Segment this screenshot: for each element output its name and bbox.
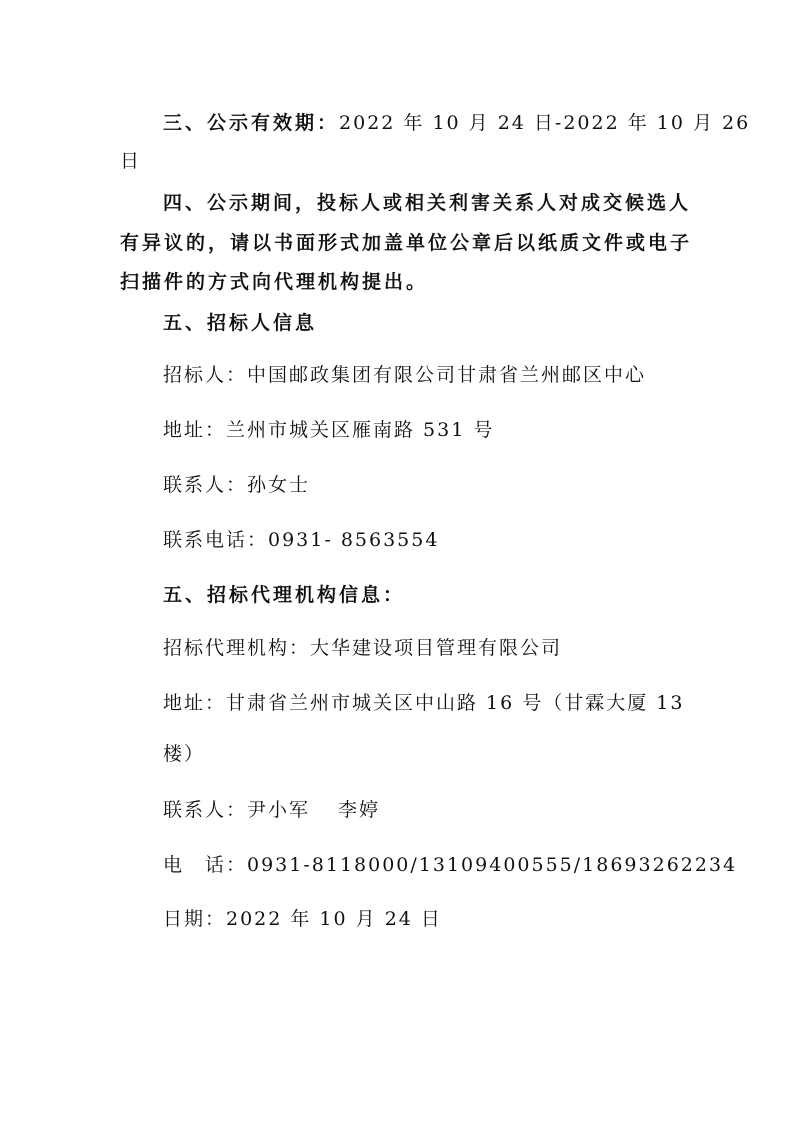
agency-contact-secondary: 李婷 [338, 799, 381, 821]
tenderer-phone: 联系电话：0931- 8563554 [163, 529, 440, 551]
agency-contact [163, 797, 793, 823]
agency-address-line-1: 地址：甘肃省兰州市城关区中山路 16 号（甘霖大厦 13 [163, 692, 685, 714]
agency-contact-primary: 联系人：尹小军 [163, 799, 311, 821]
validity-continuation: 日 [120, 150, 142, 172]
tenderer-name: 招标人：中国邮政集团有限公司甘肃省兰州邮区中心 [163, 364, 647, 386]
validity-line [163, 110, 793, 137]
objection-line-1: 四、公示期间，投标人或相关利害关系人对成交候选人 [163, 192, 692, 214]
tenderer-contact: 联系人：孙女士 [163, 474, 311, 496]
validity-label: 三、公示有效期： [163, 112, 340, 134]
tenderer-address: 地址：兰州市城关区雁南路 531 号 [163, 419, 495, 441]
objection-line-2: 有异议的，请以书面形式加盖单位公章后以纸质文件或电子 [120, 232, 693, 254]
objection-line-3: 扫描件的方式向代理机构提出。 [120, 271, 429, 293]
agency-heading: 五、招标代理机构信息： [163, 584, 406, 606]
agency-name: 招标代理机构：大华建设项目管理有限公司 [163, 637, 563, 659]
tenderer-heading: 五、招标人信息 [163, 312, 318, 334]
document-date: 日期：2022 年 10 月 24 日 [163, 908, 442, 930]
agency-address-line-2: 楼） [163, 743, 206, 765]
agency-phone: 电 话：0931-8118000/13109400555/18693262234 [163, 854, 738, 876]
validity-value: 2022 年 10 月 24 日-2022 年 10 月 26 [339, 112, 751, 134]
